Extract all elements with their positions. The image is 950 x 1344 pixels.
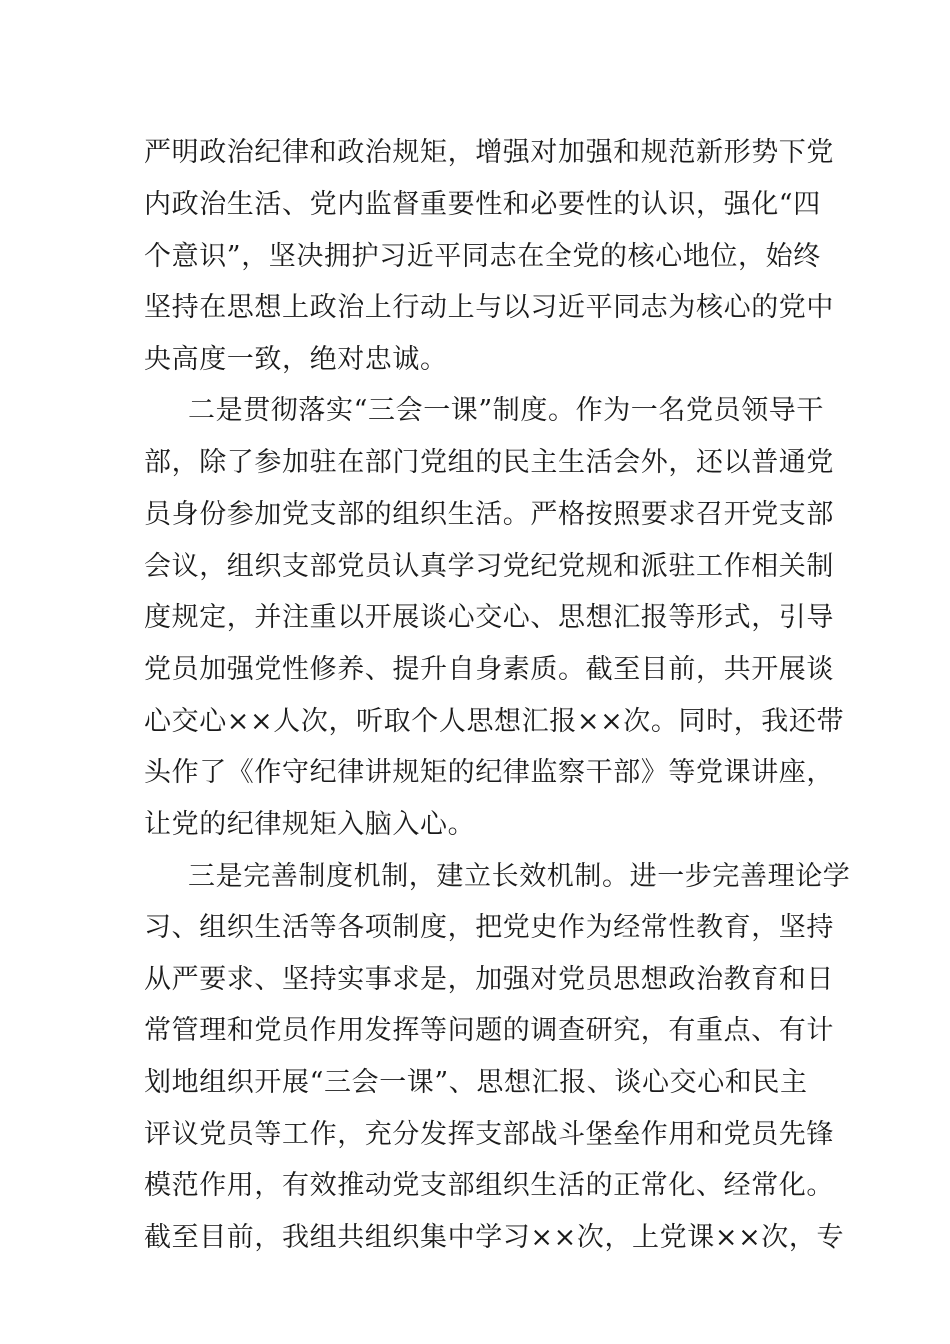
text-line: 截至目前，我组共组织集中学习××次，上党课××次，专 — [144, 1222, 845, 1253]
paragraph-start-line: 二是贯彻落实“三会一课”制度。作为一名党员领导干 — [188, 395, 825, 426]
text-line: 会议，组织支部党员认真学习党纪党规和派驻工作相关制 — [144, 551, 834, 582]
text-line: 从严要求、坚持实事求是，加强对党员思想政治教育和日 — [144, 964, 834, 995]
text-line: 员身份参加党支部的组织生活。严格按照要求召开党支部 — [144, 499, 834, 530]
text-line: 内政治生活、党内监督重要性和必要性的认识，强化“四 — [144, 189, 821, 220]
text-line: 心交心××人次，听取个人思想汇报××次。同时，我还带 — [144, 706, 845, 737]
text-line: 让党的纪律规矩入脑入心。 — [144, 809, 476, 840]
text-line: 部，除了参加驻在部门党组的民主生活会外，还以普通党 — [144, 447, 834, 478]
text-line: 习、组织生活等各项制度，把党史作为经常性教育，坚持 — [144, 912, 834, 943]
text-line: 党员加强党性修养、提升自身素质。截至目前，共开展谈 — [144, 654, 834, 685]
paragraph-start-line: 三是完善制度机制，建立长效机制。进一步完善理论学 — [188, 861, 851, 892]
text-line: 评议党员等工作，充分发挥支部战斗堡垒作用和党员先锋 — [144, 1119, 834, 1150]
text-line: 常管理和党员作用发挥等问题的调查研究，有重点、有计 — [144, 1015, 834, 1046]
text-line: 模范作用，有效推动党支部组织生活的正常化、经常化。 — [144, 1170, 834, 1201]
text-line: 头作了《作守纪律讲规矩的纪律监察干部》等党课讲座， — [144, 757, 834, 788]
text-line: 划地组织开展“三会一课”、思想汇报、谈心交心和民主 — [144, 1067, 808, 1098]
text-line: 坚持在思想上政治上行动上与以习近平同志为核心的党中 — [144, 292, 834, 323]
text-line: 度规定，并注重以开展谈心交心、思想汇报等形式，引导 — [144, 602, 834, 633]
text-line: 严明政治纪律和政治规矩，增强对加强和规范新形势下党 — [144, 137, 834, 168]
text-line: 个意识”，坚决拥护习近平同志在全党的核心地位，始终 — [144, 241, 821, 272]
text-line: 央高度一致，绝对忠诚。 — [144, 344, 448, 375]
